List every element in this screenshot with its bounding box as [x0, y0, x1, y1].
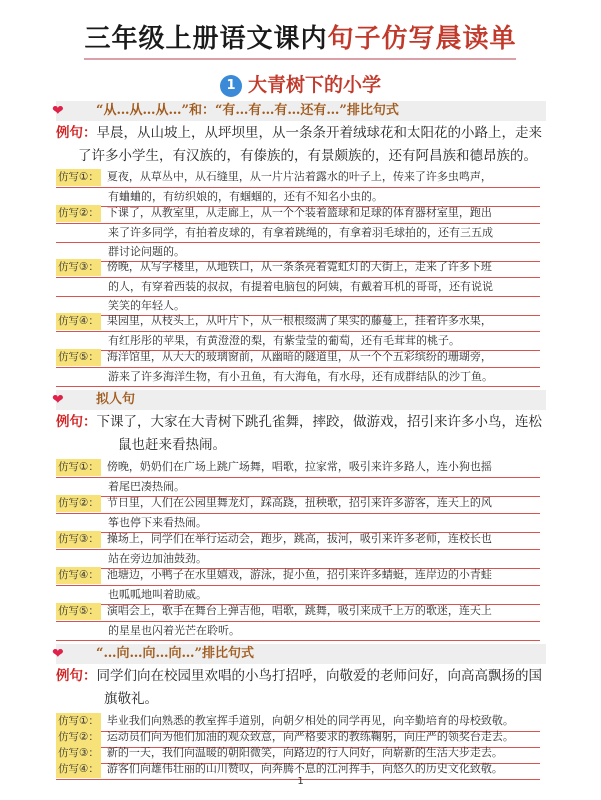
imitation-label: 仿写②：: [56, 205, 101, 222]
imitation-text: 海洋馆里，从大大的玻璃窗前，从幽暗的隧道里，从一个个五彩缤纷的珊瑚旁，: [106, 350, 492, 363]
imitation-text: 游客们向雄伟壮丽的山川赞叹，向奔腾不息的江河挥手，向悠久的历史文化致敬。: [106, 762, 503, 775]
imitation-text: 新的一天，我们向温暖的朝阳微笑，向路边的行人问好，向崭新的生活大步走去。: [106, 746, 503, 759]
title-part-2: 句子仿写: [327, 24, 436, 54]
example-sentence-3: [56, 665, 546, 711]
imitation-label: 仿写②：: [56, 495, 101, 512]
imitation-label: 仿写①：: [56, 459, 101, 476]
example-line: 早晨，从山坡上，从坪坝里，从一条条开着绒球花和太阳花的小路上，走来: [96, 125, 542, 141]
imitation-text: 有蛐蛐的，有纺织娘的，有蝈蝈的，还有不知名小虫的。: [56, 188, 540, 207]
imitation-text: 游来了许多海洋生物，有小丑鱼，有大海龟，有水母，还有成群结队的沙丁鱼。: [56, 368, 540, 387]
imitation-text: 下课了，从教室里，从走廊上，从一个个装着篮球和足球的体育器材室里，跑出: [106, 206, 492, 219]
imitation-label: 仿写③：: [56, 531, 101, 548]
imitation-row: [56, 312, 540, 351]
imitation-row: [56, 348, 540, 387]
imitation-text: 夏夜，从草丛中，从石缝里，从一片片沾着露水的叶子上，传来了许多虫鸣声，: [106, 170, 492, 183]
imitation-row: [56, 204, 540, 262]
imitation-label: 仿写④：: [56, 313, 101, 330]
imitation-label: 仿写②：: [56, 729, 101, 746]
imitation-text: 傍晚，从写字楼里，从地铁口，从一条条亮着霓虹灯的大街上，走来了许多下班: [106, 260, 492, 273]
heart-icon: ❤: [52, 392, 64, 408]
imitation-row: [56, 494, 540, 533]
imitation-text: 池塘边，小鸭子在水里嬉戏，游泳，捉小鱼，招引来许多蜻蜓，连岸边的小青蛙: [106, 568, 492, 581]
title-part-3: 晨读单: [435, 24, 517, 54]
imitation-text: 操场上，同学们在举行运动会，跑步，跳高，拔河，吸引来许多老师，连校长也: [106, 532, 492, 545]
example-label: 例句：: [56, 668, 97, 684]
imitation-label: 仿写①：: [56, 713, 101, 730]
example-sentence-1: [56, 122, 546, 168]
imitation-row: [56, 168, 540, 207]
lesson-number-badge: 1: [220, 75, 242, 97]
heart-icon: ❤: [52, 103, 64, 119]
imitation-label: 仿写④：: [56, 567, 101, 584]
example-line: 旗敬礼。: [104, 691, 158, 707]
example-line: 同学们向在校园里欢唱的小鸟打招呼，向敬爱的老师问好，向高高飘扬的国: [96, 668, 542, 684]
imitation-text: 节日里，人们在公园里舞龙灯，踩高跷，扭秧歌，招引来许多游客，连天上的风: [106, 496, 492, 509]
imitation-text: 运动员们向为他们加油的观众致意，向严格要求的教练鞠躬，向庄严的领奖台走去。: [106, 730, 514, 743]
imitation-text: 来了许多同学，有拍着皮球的，有拿着跳绳的，有拿着羽毛球拍的，还有三五成: [56, 224, 540, 243]
example-line: 了许多小学生，有汉族的，有傣族的，有景颇族的，还有阿昌族和德昂族的。: [78, 148, 537, 164]
lesson-name: 大青树下的小学: [247, 74, 381, 96]
title-part-1: 三年级上册语文课内: [84, 24, 328, 54]
example-label: 例句：: [56, 125, 97, 141]
imitation-row: [56, 602, 540, 641]
page-number: 1: [297, 776, 304, 787]
imitation-text: 傍晚，奶奶们在广场上跳广场舞，唱歌，拉家常，吸引来许多路人，连小狗也摇: [106, 460, 492, 473]
example-line: 鼠也赶来看热闹。: [118, 437, 226, 453]
example-sentence-2: [56, 411, 546, 457]
section-heading-1: [52, 101, 546, 121]
imitation-text: 的人，有穿着西装的叔叔，有提着电脑包的阿姨，有戴着耳机的哥哥，还有说说: [56, 278, 540, 297]
section-heading-text: 拟人句: [96, 392, 136, 407]
imitation-row: [56, 458, 540, 497]
imitation-text: 着尾巴凑热闹。: [56, 478, 540, 497]
section-heading-3: [52, 644, 546, 664]
imitation-text: 有红彤彤的苹果，有黄澄澄的梨，有紫莹莹的葡萄，还有毛茸茸的桃子。: [56, 332, 540, 351]
example-line: 下课了，大家在大青树下跳孔雀舞，摔跤，做游戏，招引来许多小鸟，连松: [96, 414, 542, 430]
imitation-label: 仿写③：: [56, 259, 101, 276]
section-heading-2: [52, 390, 546, 410]
imitation-text: 果园里，从枝头上，从叶片下，从一根根缀满了果实的藤蔓上，挂着许多水果，: [106, 314, 492, 327]
page-title: [0, 18, 601, 55]
imitation-row: [56, 566, 540, 605]
imitation-label: 仿写①：: [56, 169, 101, 186]
imitation-text: 的星星也闪着光芒在聆听。: [56, 622, 540, 641]
imitation-text: 演唱会上，歌手在舞台上弹吉他，唱歌，跳舞，吸引来成千上万的歌迷，连天上: [106, 604, 492, 617]
example-label: 例句：: [56, 414, 97, 430]
imitation-text: 群讨论问题的。: [56, 243, 540, 262]
section-heading-text: “从…从…从…”和：“有…有…有…还有…”排比句式: [96, 103, 399, 118]
imitation-text: 筝也停下来看热闹。: [56, 514, 540, 533]
imitation-text: 毕业我们向熟悉的教室挥手道别，向朝夕相处的同学再见，向辛勤培育的母校致敬。: [106, 714, 514, 727]
imitation-text: 笑笑的年轻人。: [56, 297, 540, 316]
imitation-text: 站在旁边加油鼓劲。: [56, 550, 540, 569]
imitation-label: 仿写④：: [56, 761, 101, 778]
imitation-label: 仿写⑤：: [56, 349, 101, 366]
imitation-label: 仿写⑤：: [56, 603, 101, 620]
heart-icon: ❤: [52, 646, 64, 662]
imitation-row: [56, 258, 540, 316]
imitation-row: [56, 530, 540, 569]
imitation-text: 也呱呱地叫着助威。: [56, 586, 540, 605]
imitation-label: 仿写③：: [56, 745, 101, 762]
title-divider: [84, 58, 516, 60]
lesson-heading: [0, 70, 601, 97]
section-heading-text: “…向…向…向…”排比句式: [96, 646, 254, 661]
